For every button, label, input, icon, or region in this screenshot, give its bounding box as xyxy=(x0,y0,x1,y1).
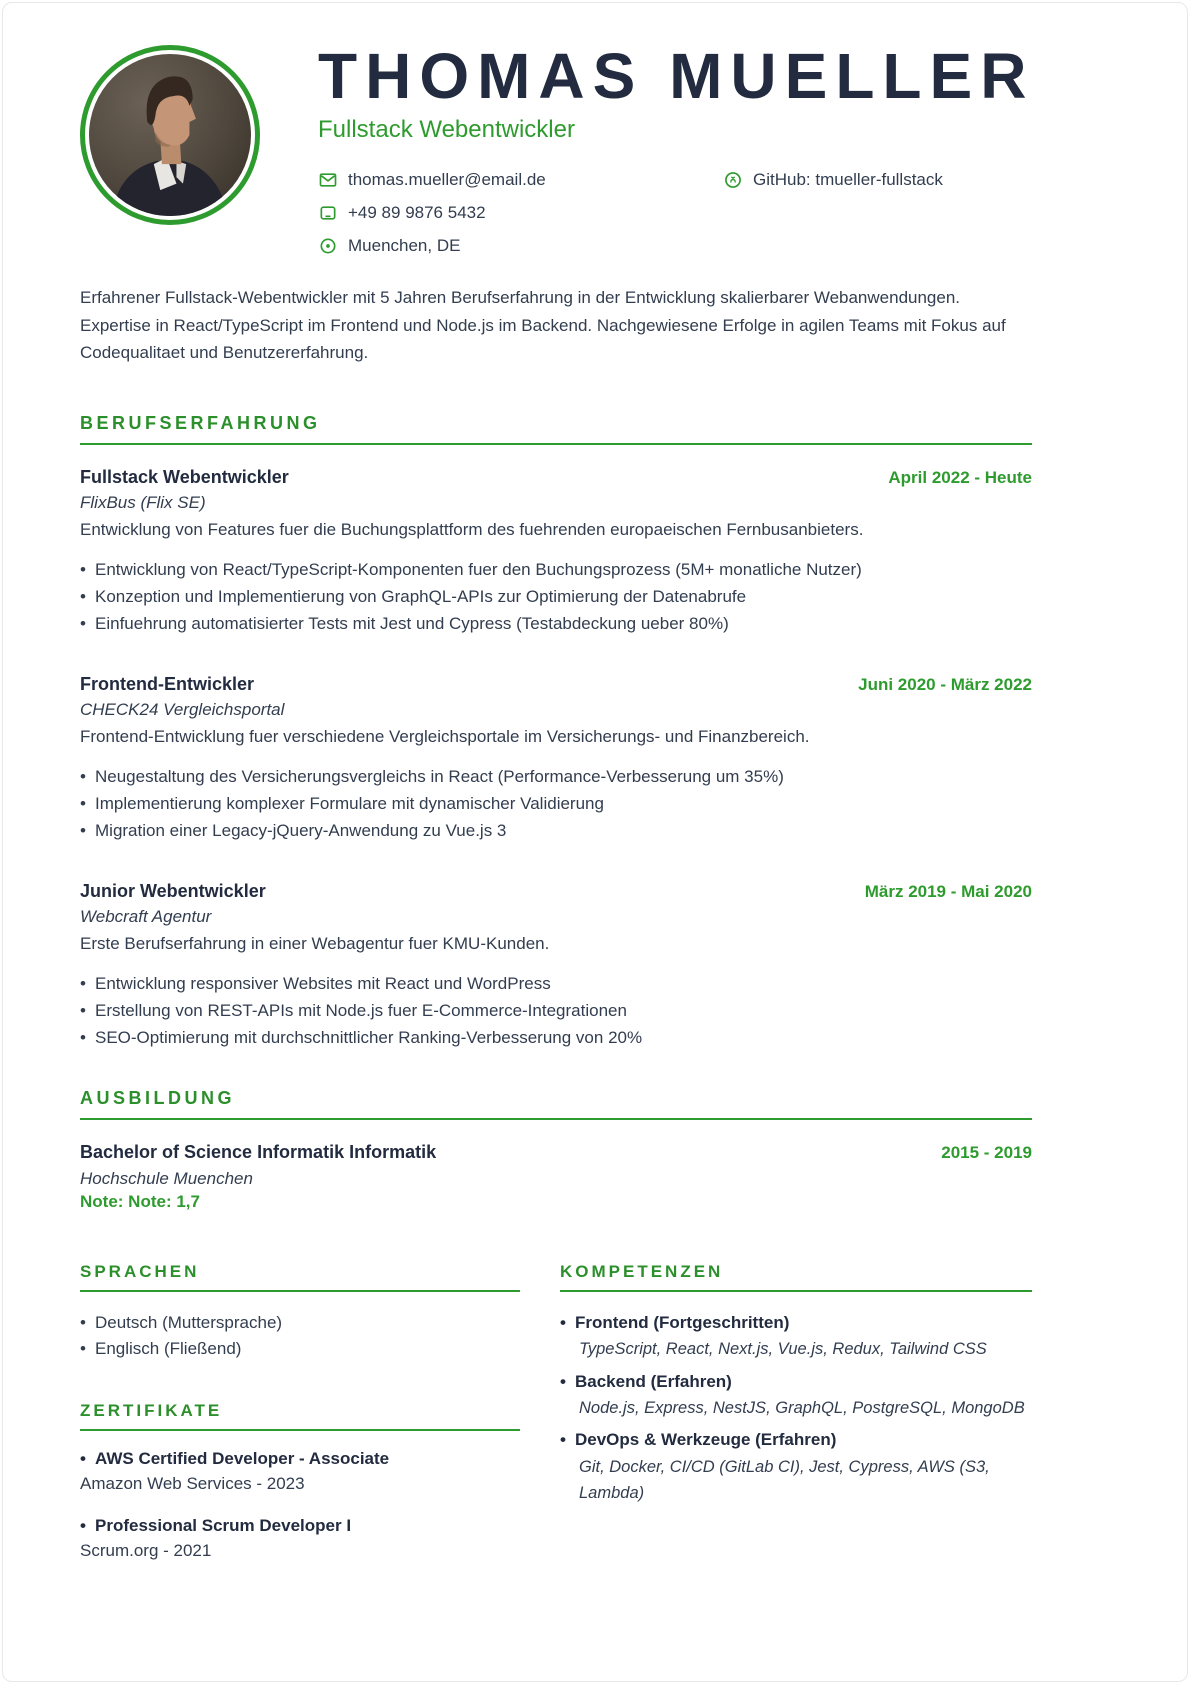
degree-dates: 2015 - 2019 xyxy=(941,1143,1032,1163)
job-bullet: • Konzeption und Implementierung von GraphQL-APIs zur Optimierung der Datenabrufe xyxy=(80,584,1032,611)
skills-divider xyxy=(560,1290,1032,1292)
contact-phone xyxy=(318,203,723,223)
skill-category: • Frontend (Fortgeschritten) xyxy=(560,1310,1032,1336)
job-dates: März 2019 - Mai 2020 xyxy=(864,881,1032,901)
job-description: Entwicklung von Features fuer die Buchungsplattform des fuehrenden europaeischen Fernbusanbieters. xyxy=(80,519,864,539)
section-languages xyxy=(80,1262,520,1363)
column-left xyxy=(80,1262,520,1583)
job-bullet: • Migration einer Legacy-jQuery-Anwendung zu Vue.js 3 xyxy=(80,818,1032,845)
phone-icon xyxy=(318,203,338,223)
person-role: Fullstack Webentwickler xyxy=(318,116,575,144)
contact-github-text: GitHub: tmueller-fullstack xyxy=(753,170,943,190)
skill-list: Node.js, Express, NestJS, GraphQL, PostgreSQL, MongoDB xyxy=(579,1399,1025,1418)
job-title: Fullstack Webentwickler xyxy=(80,466,289,487)
certificate-name: • Professional Scrum Developer I xyxy=(80,1516,520,1536)
contact-email xyxy=(318,170,723,190)
job-entry xyxy=(80,674,1032,845)
location-icon xyxy=(318,236,338,256)
header-text xyxy=(318,40,1035,256)
certificates-heading: ZERTIFIKATE xyxy=(80,1400,223,1420)
education-entry xyxy=(80,1120,1032,1212)
contact-email-text: thomas.mueller@email.de xyxy=(348,170,546,190)
job-bullet: • Entwicklung responsiver Websites mit React und WordPress xyxy=(80,971,1032,998)
job-bullet: • SEO-Optimierung mit durchschnittlicher Ranking-Verbesserung von 20% xyxy=(80,1025,1032,1052)
job-dates: Juni 2020 - März 2022 xyxy=(858,674,1032,694)
skill-list: TypeScript, React, Next.js, Vue.js, Redux, Tailwind CSS xyxy=(579,1340,987,1359)
job-title: Frontend-Entwickler xyxy=(80,673,255,694)
job-bullet-list xyxy=(80,971,1032,1052)
job-bullet: • Neugestaltung des Versicherungsvergleichs in React (Performance-Verbesserung um 35%) xyxy=(80,764,1032,791)
job-bullet: • Entwicklung von React/TypeScript-Komponenten fuer den Buchungsprozess (5M+ monatliche Nutzer) xyxy=(80,557,1032,584)
skill-entry xyxy=(560,1427,1032,1506)
education-heading: AUSBILDUNG xyxy=(80,1088,235,1109)
section-skills xyxy=(560,1262,1032,1507)
grade-note: Note: Note: 1,7 xyxy=(80,1192,200,1212)
certificate-issuer: Scrum.org - 2021 xyxy=(80,1540,212,1560)
experience-heading: BERUFSERFAHRUNG xyxy=(80,412,321,433)
skill-entry xyxy=(560,1310,1032,1363)
school-name: Hochschule Muenchen xyxy=(80,1169,253,1189)
section-certificates xyxy=(80,1401,520,1561)
languages-divider xyxy=(80,1290,520,1292)
skill-entry xyxy=(560,1369,1032,1422)
skills-heading: KOMPETENZEN xyxy=(560,1262,724,1282)
person-name: THOMAS MUELLER xyxy=(318,40,1035,112)
github-icon xyxy=(723,170,743,190)
job-description: Erste Berufserfahrung in einer Webagentur fuer KMU-Kunden. xyxy=(80,933,550,953)
job-bullet: • Einfuehrung automatisierter Tests mit Jest und Cypress (Testabdeckung ueber 80%) xyxy=(80,611,1032,638)
job-company: Webcraft Agentur xyxy=(80,906,212,926)
certificate-name: • AWS Certified Developer - Associate xyxy=(80,1449,520,1469)
skill-category: • Backend (Erfahren) xyxy=(560,1369,1032,1395)
resume-page xyxy=(2,2,1188,1682)
profile-photo xyxy=(89,54,251,216)
job-dates: April 2022 - Heute xyxy=(888,467,1032,487)
contact-block xyxy=(318,170,1032,256)
contact-location-text: Muenchen, DE xyxy=(348,236,461,256)
job-entry xyxy=(80,467,1032,638)
job-bullet-list xyxy=(80,557,1032,638)
summary-paragraph: Erfahrener Fullstack-Webentwickler mit 5 Jahren Berufserfahrung in der Entwicklung skalierbarer Webanwendungen. Expertise in React/TypeScript im Frontend und Node.js im Backend. Nachgewiesene Erfolge in agilen Teams mit Fokus auf Codequalitaet und Benutzererfahrung. xyxy=(80,288,1006,363)
language-item: • Deutsch (Muttersprache) xyxy=(80,1310,520,1336)
column-right xyxy=(560,1262,1032,1583)
contact-column-left xyxy=(318,170,723,256)
profile-photo-ring xyxy=(80,45,260,225)
degree-title: Bachelor of Science Informatik Informatik xyxy=(80,1142,437,1163)
section-experience xyxy=(80,413,1032,1052)
certificate-issuer: Amazon Web Services - 2023 xyxy=(80,1473,305,1493)
job-bullet-list xyxy=(80,764,1032,845)
languages-heading: SPRACHEN xyxy=(80,1262,200,1282)
job-title: Junior Webentwickler xyxy=(80,880,266,901)
job-company: CHECK24 Vergleichsportal xyxy=(80,699,285,719)
bottom-columns xyxy=(80,1262,1032,1583)
section-education xyxy=(80,1088,1032,1212)
contact-location xyxy=(318,236,723,256)
certificates-divider xyxy=(80,1429,520,1431)
skill-category: • DevOps & Werkzeuge (Erfahren) xyxy=(560,1427,1032,1453)
email-icon xyxy=(318,170,338,190)
job-entry xyxy=(80,881,1032,1052)
language-list xyxy=(80,1310,520,1363)
certificate-entry xyxy=(80,1449,520,1494)
certificate-entry xyxy=(80,1516,520,1561)
header xyxy=(80,40,1035,256)
contact-github xyxy=(723,170,943,190)
contact-phone-text: +49 89 9876 5432 xyxy=(348,203,486,223)
job-description: Frontend-Entwicklung fuer verschiedene Vergleichsportale im Versicherungs- und Finanzbereich. xyxy=(80,726,810,746)
language-item: • Englisch (Fließend) xyxy=(80,1336,520,1362)
contact-column-right xyxy=(723,170,943,256)
job-bullet: • Implementierung komplexer Formulare mit dynamischer Validierung xyxy=(80,791,1032,818)
job-company: FlixBus (Flix SE) xyxy=(80,492,206,512)
job-bullet: • Erstellung von REST-APIs mit Node.js fuer E-Commerce-Integrationen xyxy=(80,998,1032,1025)
skill-list: Git, Docker, CI/CD (GitLab CI), Jest, Cypress, AWS (S3, Lambda) xyxy=(579,1457,990,1503)
